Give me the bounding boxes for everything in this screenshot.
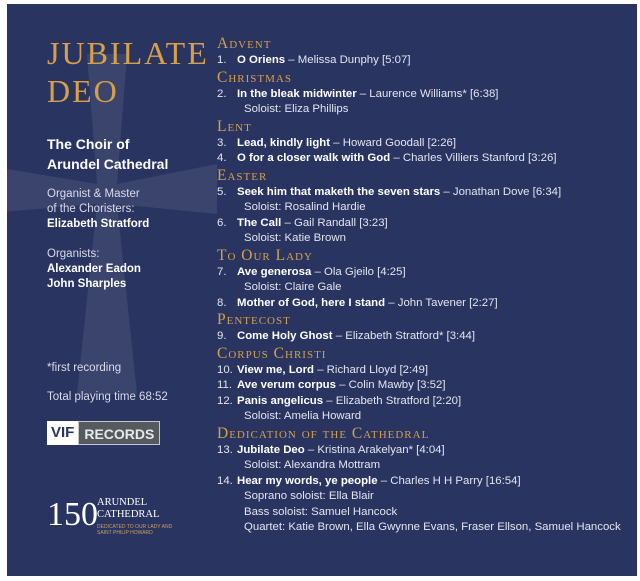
- track-credit: – Laurence Williams* [6:38]: [359, 87, 499, 100]
- badge-dedication: DEDICATED TO OUR LADY AND SAINT PHILIP HOWARD: [97, 524, 173, 536]
- section-heading: Christmas: [217, 68, 292, 86]
- track-soloist-note: Soprano soloist: Ella Blair: [244, 490, 374, 502]
- track-title: Panis angelicus: [237, 394, 324, 407]
- track-title: Come Holy Ghost: [237, 330, 333, 342]
- track-row: [217, 394, 637, 410]
- track-credit: – Melissa Dunphy [5:07]: [288, 54, 411, 66]
- track-list: [217, 35, 637, 536]
- track-number: 5.: [217, 185, 227, 198]
- track-number: 6.: [217, 216, 227, 229]
- track-row: [217, 53, 637, 69]
- track-title: Jubilate Deo: [237, 443, 305, 456]
- track-number: 10.: [217, 363, 233, 376]
- track-credit: – Elizabeth Stratford [2:20]: [326, 394, 462, 407]
- track-title: O for a closer walk with God: [237, 152, 391, 164]
- album-title: [47, 34, 209, 110]
- track-soloist-note: Soloist: Claire Gale: [244, 281, 342, 293]
- choir-line2: Arundel Cathedral: [47, 156, 169, 172]
- track-number: 3.: [217, 136, 227, 149]
- track-title: Hear my words, ye people: [237, 474, 378, 487]
- organist-role-line2: of the Choristers:: [47, 203, 135, 215]
- track-number: 14.: [217, 474, 233, 487]
- organist-item: John Sharples: [47, 278, 127, 290]
- track-soloist-note: Soloist: Katie Brown: [244, 232, 346, 244]
- choir-line1: The Choir of: [47, 136, 130, 152]
- track-soloist-note: Soloist: Amelia Howard: [244, 410, 362, 422]
- track-credit: – Kristina Arakelyan* [4:04]: [307, 443, 445, 456]
- section-heading: Lent: [217, 117, 252, 135]
- track-row: [217, 216, 637, 232]
- section-heading: Easter: [217, 166, 268, 184]
- track-credit: – Ola Gjeilo [4:25]: [314, 265, 406, 278]
- section-heading: Advent: [217, 35, 272, 52]
- track-credit: – Richard Lloyd [2:49]: [317, 363, 428, 376]
- track-row: [217, 443, 637, 459]
- logo-records-text: RECORDS: [78, 421, 160, 445]
- cd-back-cover: [7, 4, 637, 576]
- organists-label: Organists:: [47, 248, 100, 260]
- organist-role-line1: Organist & Master: [47, 188, 140, 200]
- track-number: 13.: [217, 443, 233, 456]
- track-title: Seek him that maketh the seven stars: [237, 185, 441, 198]
- track-title: Mother of God, here I stand: [237, 296, 386, 309]
- track-number: 8.: [217, 296, 227, 309]
- organist-master-block: [47, 187, 149, 232]
- track-number: 11.: [217, 379, 232, 391]
- vif-records-logo: [47, 421, 171, 445]
- track-number: 2.: [217, 87, 227, 100]
- track-number: 1.: [217, 54, 227, 66]
- anniversary-number: [47, 497, 98, 533]
- track-title: Ave verum corpus: [237, 379, 336, 391]
- section-heading: Dedication of the Cathedral: [217, 424, 430, 442]
- track-row: [217, 329, 637, 345]
- organist-item: Alexander Eadon: [47, 263, 141, 275]
- track-credit: – Charles Villiers Stanford [3:26]: [393, 152, 557, 164]
- track-number: 7.: [217, 265, 227, 278]
- choir-name: [47, 134, 168, 174]
- badge-number: 150: [47, 496, 98, 533]
- track-credit: – Gail Randall [3:23]: [284, 216, 388, 229]
- track-title: O Oriens: [237, 54, 286, 66]
- track-number: 12.: [217, 394, 233, 407]
- track-row: [217, 378, 637, 394]
- track-soloist-note: Bass soloist: Samuel Hancock: [244, 505, 398, 518]
- arundel-cathedral-badge: [97, 497, 159, 521]
- track-soloist-note: Soloist: Rosalind Hardie: [244, 201, 366, 213]
- track-title: The Call: [237, 216, 282, 229]
- track-credit: – Jonathan Dove [6:34]: [443, 185, 562, 198]
- track-credit: – Charles H H Parry [16:54]: [380, 474, 521, 487]
- track-credit: – Howard Goodall [2:26]: [333, 136, 457, 149]
- track-row: [217, 296, 637, 312]
- badge-line2: CATHEDRAL: [97, 509, 160, 520]
- track-credit: – Elizabeth Stratford* [3:44]: [335, 330, 476, 342]
- track-row: [217, 87, 637, 103]
- track-row: [217, 136, 637, 152]
- track-title: Lead, kindly light: [237, 136, 331, 149]
- track-title: In the bleak midwinter: [237, 87, 357, 100]
- track-number: 9.: [217, 330, 227, 342]
- track-title: Ave generosa: [237, 265, 312, 278]
- first-recording-note: *first recording: [47, 362, 122, 374]
- track-row: [217, 151, 637, 167]
- track-soloist-note: Quartet: Katie Brown, Ella Gwynne Evans, Fraser Ellson, Samuel Hancock: [244, 521, 621, 533]
- track-row: [217, 265, 637, 281]
- track-title: View me, Lord: [237, 363, 315, 376]
- album-title-line1: JUBILATE: [47, 35, 209, 71]
- section-heading: Pentecost: [217, 311, 291, 328]
- track-credit: – Colin Mawby [3:52]: [339, 379, 446, 391]
- section-heading: To Our Lady: [217, 246, 313, 264]
- logo-vif-text: VIF: [47, 421, 78, 445]
- track-row: [217, 363, 637, 379]
- section-heading: Corpus Christi: [217, 344, 327, 362]
- track-number: 4.: [217, 152, 227, 164]
- track-credit: – John Tavener [2:27]: [388, 296, 498, 309]
- badge-line1: ARUNDEL: [97, 497, 148, 508]
- track-row: [217, 474, 637, 490]
- total-playing-time: Total playing time 68:52: [47, 391, 168, 403]
- organists-block: [47, 247, 141, 292]
- track-soloist-note: Soloist: Alexandra Mottram: [244, 459, 381, 471]
- track-row: [217, 185, 637, 201]
- album-title-line2: DEO: [47, 73, 119, 109]
- track-soloist-note: Soloist: Eliza Phillips: [244, 103, 349, 115]
- organist-name: Elizabeth Stratford: [47, 218, 150, 230]
